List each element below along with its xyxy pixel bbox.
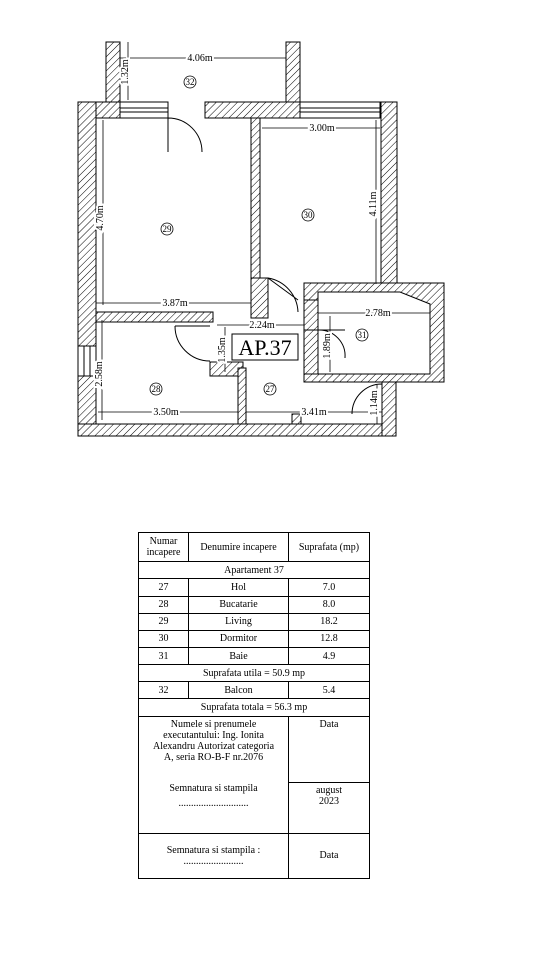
wall-right-lower <box>382 382 396 436</box>
floor-plan <box>0 0 555 470</box>
room-name-cell: Dormitor <box>189 630 289 647</box>
room-area-cell: 12.8 <box>289 630 370 647</box>
door-balcony <box>168 118 202 152</box>
executant-text: Numele si prenumele executantului: Ing. Ionita Alexandru Autorizat categoria A, seria RO-B-F nr.2076 <box>152 718 275 763</box>
room-number-cell: 30 <box>139 630 189 647</box>
wall-living-kitchen <box>96 312 213 322</box>
data2-label: Data <box>289 833 370 878</box>
door-living <box>175 326 210 361</box>
total-area-row: Suprafata totala = 56.3 mp <box>139 699 370 716</box>
signature2-dots: ........................ <box>183 855 244 867</box>
dim-kitchen-depth: 2.58m <box>94 361 105 387</box>
wall-kitchen-hall <box>238 368 246 424</box>
room-area-cell: 18.2 <box>289 613 370 630</box>
useful-area-row: Suprafata utila = 50.9 mp <box>139 665 370 682</box>
wall-bottom <box>78 424 396 436</box>
room-number-bedroom: 30 <box>303 210 313 220</box>
wall-stub-d <box>304 300 318 330</box>
room-area-cell: 8.0 <box>289 596 370 613</box>
dim-bedroom-width: 3.00m <box>309 123 335 134</box>
dim-entry-depth: 1.14m <box>369 390 380 416</box>
dim-hall-width: 2.24m <box>249 320 275 331</box>
room-number-balcony: 32 <box>185 77 195 87</box>
dim-living-depth: 4.70m <box>95 205 106 231</box>
room-name-cell: Baie <box>189 647 289 664</box>
dim-bedroom-depth: 4.11m <box>368 191 379 217</box>
room-name-cell: Hol <box>189 579 289 596</box>
room-name-cell: Living <box>189 613 289 630</box>
apartment-row: Apartament 37 <box>139 562 370 579</box>
wall-stub-a <box>251 278 268 318</box>
date-value: august 2023 <box>315 785 343 808</box>
dim-balcony-depth: 1.32m <box>120 59 131 85</box>
room-name-cell: Bucatarie <box>189 596 289 613</box>
wall-living-bedroom <box>251 118 260 278</box>
signature2-cell <box>139 833 289 878</box>
room-area-cell: 5.4 <box>289 682 370 699</box>
signature-label: Semnatura si stampila <box>169 782 258 794</box>
balcony-wall-right <box>286 42 300 102</box>
balcony-wall-left <box>106 42 120 102</box>
room-number-cell: 31 <box>139 647 189 664</box>
table-row <box>139 579 370 596</box>
room-number-hall: 27 <box>265 384 275 394</box>
data-label: Data <box>289 717 369 783</box>
dim-living-width: 3.87m <box>162 298 188 309</box>
date-cell <box>289 716 370 833</box>
room-number-cell: 28 <box>139 596 189 613</box>
dim-hall-bottom-width: 3.41m <box>301 407 327 418</box>
dim-hall-depth: 1.35m <box>217 337 228 363</box>
room-name-cell: Balcon <box>189 682 289 699</box>
room-number-cell: 29 <box>139 613 189 630</box>
room-area-cell: 4.9 <box>289 647 370 664</box>
room-number-cell: 27 <box>139 579 189 596</box>
door-bedroom <box>268 278 298 312</box>
room-number-living: 29 <box>162 224 172 234</box>
wall-stub-c <box>292 414 301 424</box>
room-number-bath: 31 <box>357 330 367 340</box>
table-row <box>139 630 370 647</box>
signature-dots: ............................ <box>178 797 249 809</box>
table-row <box>139 682 370 699</box>
wall-right-upper <box>381 102 397 288</box>
table-row <box>139 596 370 613</box>
room-area-cell: 7.0 <box>289 579 370 596</box>
dim-balcony-width: 4.06m <box>187 53 213 64</box>
dim-bath-depth: 1.89m <box>322 333 333 359</box>
header-number: Numar incapere <box>139 533 189 562</box>
header-area: Suprafata (mp) <box>289 533 370 562</box>
table-row <box>139 647 370 664</box>
dim-kitchen-width: 3.50m <box>153 407 179 418</box>
signature2-label: Semnatura si stampila : <box>166 844 261 856</box>
area-table <box>138 532 370 879</box>
executant-cell <box>139 716 289 833</box>
wall-bath-outer <box>304 283 444 382</box>
dim-bath-width: 2.78m <box>365 308 391 319</box>
room-number-kitchen: 28 <box>151 384 161 394</box>
table-row <box>139 613 370 630</box>
room-number-cell: 32 <box>139 682 189 699</box>
dimension-lines <box>96 42 430 424</box>
walls <box>78 42 444 436</box>
apartment-title: AP.37 <box>238 335 292 360</box>
header-name: Denumire incapere <box>189 533 289 562</box>
wall-left-upper <box>78 102 96 346</box>
